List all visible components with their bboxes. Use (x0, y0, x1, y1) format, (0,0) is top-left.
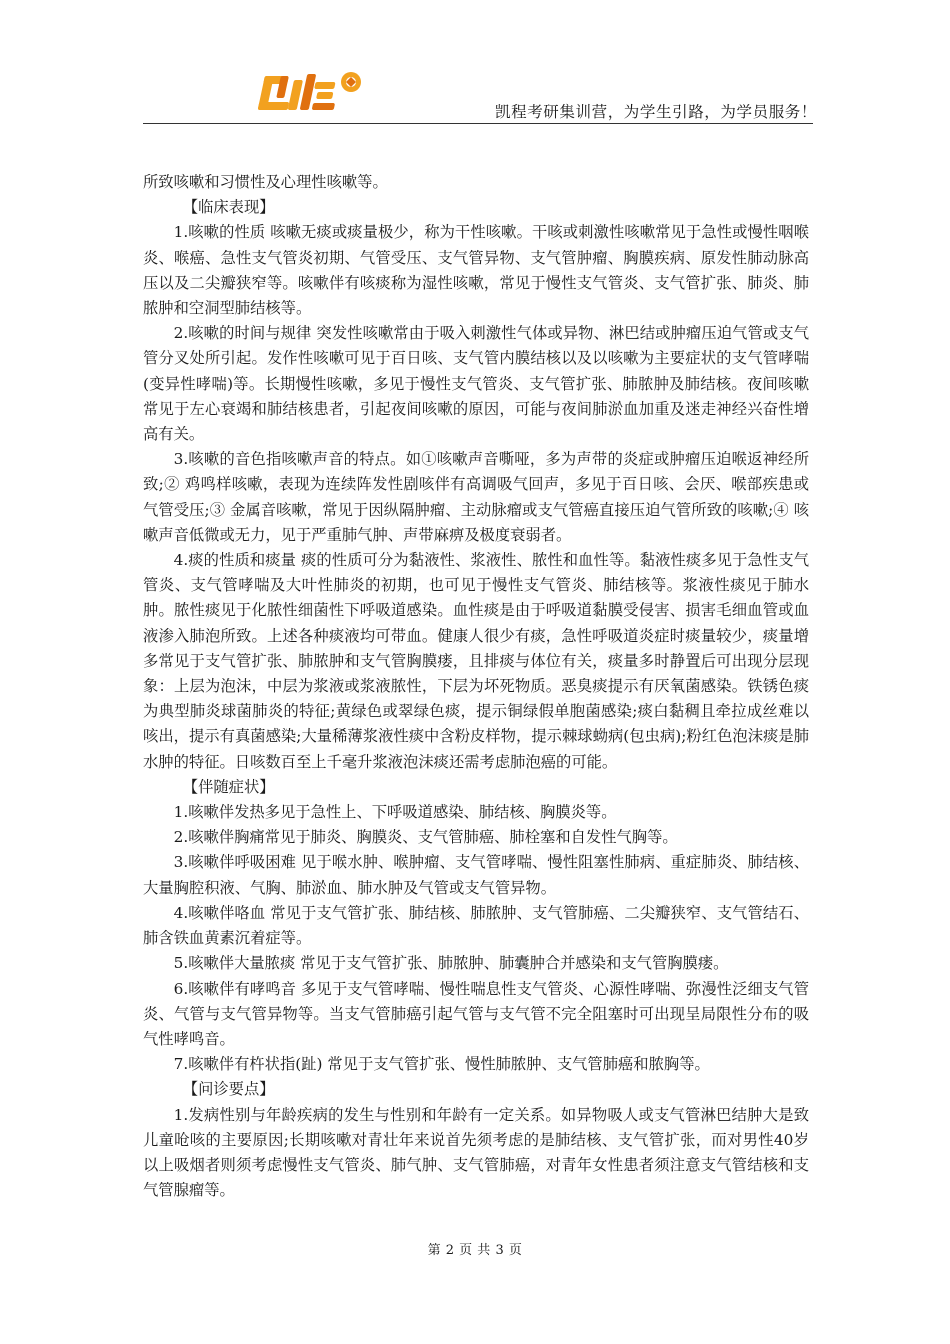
page-number: 第 2 页 共 3 页 (427, 1243, 523, 1258)
list-item: 5.咳嗽伴大量脓痰 常见于支气管扩张、肺脓肿、肺囊肿合并感染和支气管胸膜瘘。 (173, 954, 729, 973)
section-heading-symptoms: 【伴随症状】 (182, 777, 275, 796)
list-item: 7.咳嗽伴有杵状指(趾) 常见于支气管扩张、慢性肺脓肿、支气管肺癌和脓胸等。 (173, 1055, 710, 1074)
paragraph: 所致咳嗽和习惯性及心理性咳嗽等。 (143, 173, 388, 191)
list-item: 6.咳嗽伴有哮鸣音 多见于支气管哮喘、慢性喘息性支气管炎、心源性哮喘、弥漫性泛细支气管炎、气管与支气管异物等。当支气管肺癌引起气管与支气管不完全阻塞时可出现呈局限性分布的吸气性哮鸣音。 (143, 979, 809, 1048)
paragraph: 2.咳嗽的时间与规律 突发性咳嗽常由于吸入刺激性气体或异物、淋巴结或肿瘤压迫气管或支气管分叉处所引起。发作性咳嗽可见于百日咳、支气管内膜结核以及以咳嗽为主要症状的支气管哮喘(变异性哮喘)等。长期慢性咳嗽，多见于慢性支气管炎、支气管扩张、肺脓肿及肺结核。夜间咳嗽常见于左心衰竭和肺结核患者，引起夜间咳嗽的原因，可能与夜间肺淤血加重及迷走神经兴奋性增高有关。 (143, 324, 809, 444)
paragraph: 1.咳嗽的性质 咳嗽无痰或痰量极少，称为干性咳嗽。干咳或刺激性咳嗽常见于急性或慢性咽喉炎、喉癌、急性支气管炎初期、气管受压、支气管异物、支气管肿瘤、胸膜疾病、原发性肺动脉高压以及二尖瓣狭窄等。咳嗽伴有咳痰称为湿性咳嗽，常见于慢性支气管炎、支气管扩张、肺炎、肺脓肿和空洞型肺结核等。 (143, 223, 809, 318)
page-header (143, 62, 818, 124)
header-divider (143, 123, 813, 124)
list-item: 3.咳嗽伴呼吸困难 见于喉水肿、喉肿瘤、支气管哮喘、慢性阻塞性肺病、重症肺炎、肺结核、大量胸腔积液、气胸、肺淤血、肺水肿及气管或支气管异物。 (143, 853, 809, 897)
kaicheng-logo (255, 66, 365, 116)
paragraph: 3.咳嗽的音色指咳嗽声音的特点。如①咳嗽声音嘶哑，多为声带的炎症或肿瘤压迫喉返神经所致;② 鸡鸣样咳嗽，表现为连续阵发性剧咳伴有高调吸气回声，多见于百日咳、会厌、喉部疾患或气管受压;③ 金属音咳嗽，常见于因纵隔肿瘤、主动脉瘤或支气管癌直接压迫气管所致的咳嗽;④ 咳嗽声音低微或无力，见于严重肺气肿、声带麻痹及极度衰弱者。 (143, 450, 809, 544)
header-tagline: 凯程考研集训营，为学生引路，为学员服务！ (495, 103, 818, 121)
list-item: 4.咳嗽伴咯血 常见于支气管扩张、肺结核、肺脓肿、支气管肺癌、二尖瓣狭窄、支气管结石、肺含铁血黄素沉着症等。 (143, 903, 809, 948)
list-item: 2.咳嗽伴胸痛常见于肺炎、胸膜炎、支气管肺癌、肺栓塞和自发性气胸等。 (173, 828, 678, 847)
list-item: 1.发病性别与年龄疾病的发生与性别和年龄有一定关系。如异物吸人或支气管淋巴结肿大是致儿童呛咳的主要原因;长期咳嗽对青壮年来说首先须考虑的是肺结核、支气管扩张，而对男性40岁以上吸烟者则须考虑慢性支气管炎、肺气肿、支气管肺癌，对青年女性患者须注意支气管结核和支气管腺瘤等。 (143, 1105, 809, 1200)
section-heading-clinical: 【临床表现】 (182, 198, 275, 217)
document-body (143, 170, 809, 1203)
section-heading-inquiry: 【问诊要点】 (182, 1080, 275, 1099)
list-item: 1.咳嗽伴发热多见于急性上、下呼吸道感染、肺结核、胸膜炎等。 (173, 803, 617, 822)
paragraph: 4.痰的性质和痰量 痰的性质可分为黏液性、浆液性、脓性和血性等。黏液性痰多见于急性支气管炎、支气管哮喘及大叶性肺炎的初期，也可见于慢性支气管炎、肺结核等。浆液性痰见于肺水肿。脓性痰见于化脓性细菌性下呼吸道感染。血性痰是由于呼吸道黏膜受侵害、损害毛细血管或血液渗入肺泡所致。上述各种痰液均可带血。健康人很少有痰，急性呼吸道炎症时痰量较少，痰量增多常见于支气管扩张、肺脓肿和支气管胸膜瘘，且排痰与体位有关，痰量多时静置后可出现分层现象：上层为泡沫，中层为浆液或浆液脓性，下层为坏死物质。恶臭痰提示有厌氧菌感染。铁锈色痰为典型肺炎球菌肺炎的特征;黄绿色或翠绿色痰，提示铜绿假单胞菌感染;痰白黏稠且牵拉成丝难以咳出，提示有真菌感染;大量稀薄浆液性痰中含粉皮样物，提示棘球蚴病(包虫病);粉红色泡沫痰是肺水肿的特征。日咳数百至上千毫升浆液泡沫痰还需考虑肺泡癌的可能。 (143, 551, 809, 771)
